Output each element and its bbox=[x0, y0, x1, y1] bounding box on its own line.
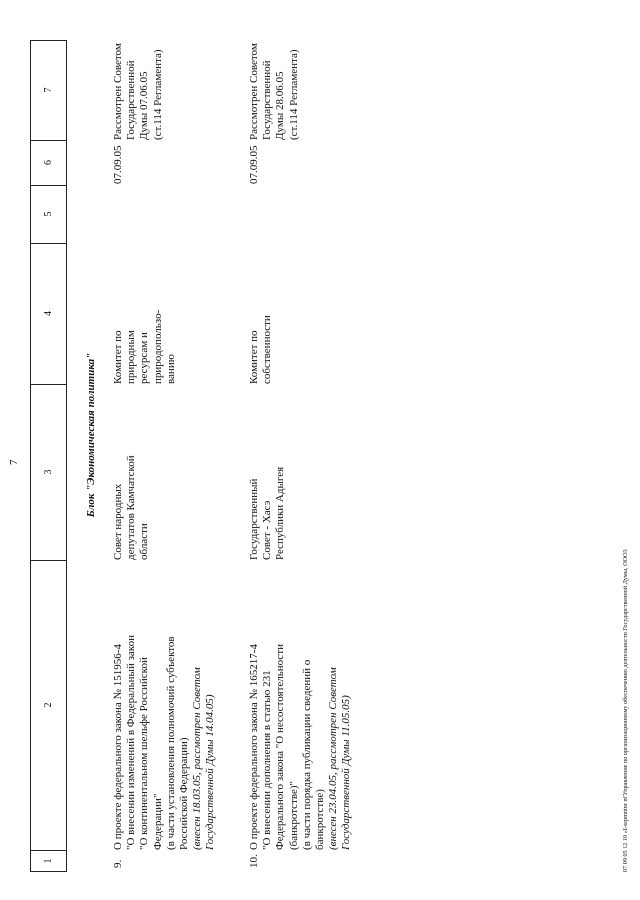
review-date: 07.09.05 bbox=[248, 145, 260, 184]
committee-line: ресурсам и bbox=[138, 332, 151, 384]
review-date: 07.09.05 bbox=[112, 145, 124, 184]
committee-line: ванию bbox=[164, 354, 177, 384]
result-line: (ст.114 Регламента) bbox=[151, 49, 164, 140]
committee-line: Комитет по bbox=[248, 330, 260, 384]
review-result bbox=[112, 42, 165, 140]
author-line: области bbox=[138, 523, 151, 560]
bill-description bbox=[112, 558, 218, 850]
description-line: Российской Федерации) bbox=[178, 737, 191, 850]
row-number: 9. bbox=[112, 859, 124, 868]
description-line: "О внесении изменений в Федеральный закон bbox=[125, 635, 138, 850]
column-number-4: 4 bbox=[31, 243, 66, 385]
description-line: (в части установления полномочий субъектов bbox=[164, 636, 177, 850]
column-number-3: 3 bbox=[31, 384, 66, 561]
block-title: Блок "Экономическая политика" bbox=[85, 352, 97, 518]
column-number-1: 1 bbox=[43, 858, 54, 864]
description-line: Государственной Думы 11.05.05) bbox=[340, 695, 353, 850]
responsible-committee bbox=[112, 244, 178, 384]
page-number: 7 bbox=[8, 459, 20, 465]
result-line: Рассмотрен Советом bbox=[112, 43, 124, 140]
bill-author bbox=[248, 390, 288, 560]
column-number-7: 7 bbox=[31, 40, 66, 141]
author-line: Республики Адыгея bbox=[274, 466, 287, 560]
result-line: Государственной bbox=[261, 60, 274, 140]
description-line: (в части порядка публикации сведений о bbox=[300, 659, 313, 850]
review-result bbox=[248, 42, 301, 140]
description-line: (банкротстве)" bbox=[287, 780, 300, 850]
description-line: (внесен 18.03.05, рассмотрен Советом bbox=[191, 667, 204, 850]
responsible-committee bbox=[248, 244, 274, 384]
result-line: Государственной bbox=[125, 60, 138, 140]
result-line: Рассмотрен Советом bbox=[248, 43, 260, 140]
row-number: 10. bbox=[248, 854, 260, 868]
author-line: Совет народных bbox=[112, 483, 124, 560]
committee-line: Комитет по bbox=[112, 330, 124, 384]
bill-author bbox=[112, 390, 152, 560]
committee-line: природным bbox=[125, 330, 138, 384]
description-line: Федерального закона "О несостоятельности bbox=[274, 643, 287, 850]
column-number-6: 6 bbox=[31, 140, 66, 186]
column-number-2: 2 bbox=[31, 560, 66, 851]
result-line: Думы 07.06.05 bbox=[138, 71, 151, 140]
author-line: Государственный bbox=[248, 478, 260, 560]
page-footer: 07 09 05 12 10 «I-sepmntnr nt'Управление по организационному обеспечению деятельности Государственной Думы, ООО3 bbox=[622, 549, 629, 872]
description-line: Федерации" bbox=[151, 793, 164, 850]
author-line: Совет - Хасэ bbox=[261, 500, 274, 560]
description-line: Государственной Думы 14.04.05) bbox=[204, 694, 217, 850]
column-number-5: 5 bbox=[31, 185, 66, 244]
bill-description bbox=[248, 558, 354, 850]
description-line: (внесен 23.04.05, рассмотрен Советом bbox=[327, 667, 340, 850]
committee-line: собственности bbox=[261, 315, 274, 384]
committee-line: природопользо- bbox=[151, 309, 164, 384]
description-line: О проекте федерального закона № 151956-4 bbox=[112, 644, 124, 850]
author-line: депутатов Камчатской bbox=[125, 455, 138, 560]
result-line: (ст.114 Регламента) bbox=[287, 49, 300, 140]
description-line: банкротстве) bbox=[314, 789, 327, 850]
description-line: "О континентальном шельфе Российской bbox=[138, 657, 151, 850]
result-line: Думы 28.06.05 bbox=[274, 71, 287, 140]
column-number-header bbox=[30, 40, 67, 872]
description-line: О проекте федерального закона № 165217-4 bbox=[248, 644, 260, 850]
description-line: "О внесении дополнения в статью 231 bbox=[261, 670, 274, 850]
